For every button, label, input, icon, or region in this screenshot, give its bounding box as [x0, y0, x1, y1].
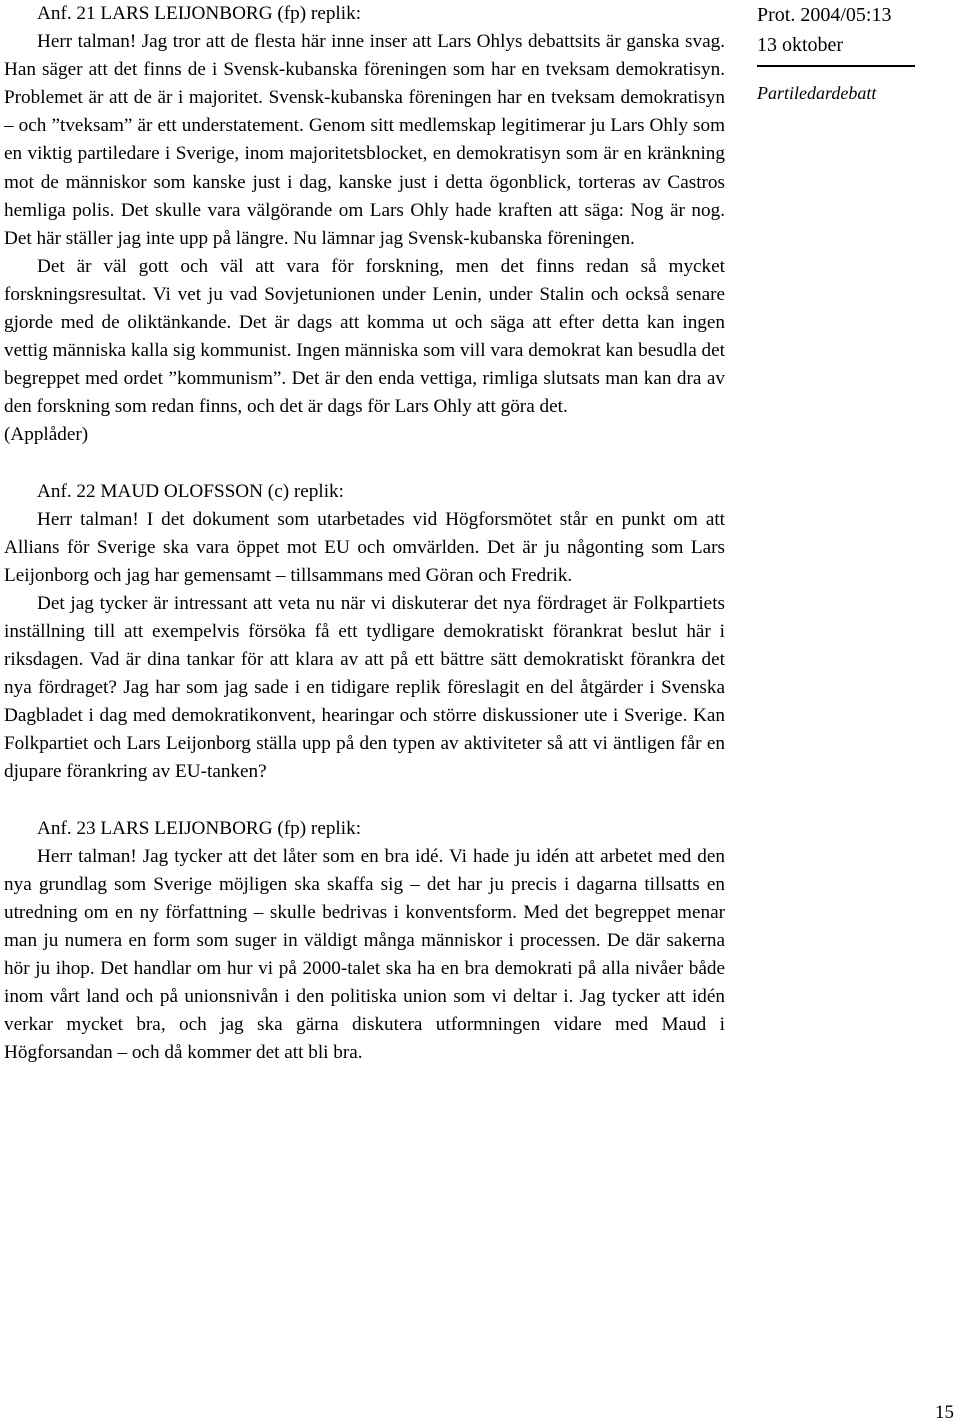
applause-note: (Applåder) — [4, 424, 89, 446]
debate-title: Partiledardebatt — [757, 83, 877, 103]
protocol-date: 13 oktober — [757, 34, 844, 56]
speech-heading: Anf. 23 LARS LEIJONBORG (fp) replik: — [37, 817, 362, 839]
speech-heading: Anf. 21 LARS LEIJONBORG (fp) replik: — [37, 3, 362, 24]
speech-paragraph: Herr talman! I det dokument som utarbetades vid Högforsmötet står en punkt om att Allians för Sverige ska vara öppet mot EU och omvärlden. Det är ju någonting som Lars Leijonborg och jag har gemensamt – tillsammans med Göran och Fredrik. — [4, 508, 725, 586]
section-spacer — [4, 450, 725, 478]
speech-paragraph: Det jag tycker är intressant att veta nu när vi diskuterar det nya fördraget är Folkpartiets inställning till att exempelvis försöka få ett tydligare demokratiskt förankrat beslut här i riksdagen. Vad är dina tankar för att klara av att på ett bättre sätt demokratiskt förankra det nya fördraget? Jag har som jag sade i en tidigare replik föreslagit en del åtgärder i Svenska Dagbladet i dag med demokratikonvent, hearingar och större diskussioner ute i Sverige. Kan Folkpartiet och Lars Leijonborg ställa upp på den typen av aktiviteter så att vi äntligen får en djupare förankring av EU-tanken? — [4, 592, 725, 783]
speech-paragraph: Det är väl gott och väl att vara för forskning, men det finns redan så mycket forskningsresultat. Vi vet ju vad Sovjetunionen under Lenin, under Stalin och också senare gjorde med de oliktänkande. Det är dags att komma ut och säga att efter detta kan ingen vettig människa kalla sig kommunist. Ingen människa som vill vara demokrat kan besudla det begreppet med ordet ”kommunism”. Det är den enda vettiga, rimliga slutsats man kan dra av den forskning som redan finns, och det är dags för Lars Ohly att göra det. — [4, 255, 725, 418]
header-rule — [757, 65, 915, 67]
section-spacer — [4, 787, 725, 815]
page-number: 15 — [935, 1402, 954, 1423]
margin-header — [757, 0, 957, 104]
speech-paragraph: Herr talman! Jag tror att de flesta här inne inser att Lars Ohlys debattsits är ganska svag. Han säger att det finns de i Svensk-kubanska föreningen som har en tveksam demokratisyn. Problemet är att de är i majoritet. Svensk-kubanska föreningen har en tveksam demokratisyn – och ”tveksam” är ett understatement. Genom sitt medlemskap legitimerar ju Lars Ohly som en viktig partiledare i Sverige, inom majoritetsblocket, en demokratisyn som är en kränkning mot de människor som kanske just i dag, kanske just i detta ögonblick, torteras av Castros hemliga polis. Det skulle vara välgörande om Lars Ohly hade kraften att säga: Nog är nog. Det här ställer jag inte upp på längre. Nu lämnar jag Svensk-kubanska föreningen. — [4, 31, 725, 249]
protocol-number: Prot. 2004/05:13 — [757, 4, 892, 26]
speech-column — [4, 0, 725, 1067]
speech-paragraph: Herr talman! Jag tycker att det låter som en bra idé. Vi hade ju idén att arbetet med den nya grundlag som Sverige möjligen ska skaffa sig – det har ju precis i dagarna tillsatts en utredning om en ny författning – skulle bedrivas i konventsform. Med det begreppet menar man ju numera en form som suger in väldigt många människor i processen. De där sakerna hör ju ihop. Det handlar om hur vi på 2000-talet ska ha en bra demokrati på alla nivåer både inom vårt land och på unionsnivån i den politiska union som vi deltar i. Jag tycker att idén verkar mycket bra, och jag ska gärna diskutera utformningen vidare med Maud i Högforsandan – och då kommer det att bli bra. — [4, 845, 725, 1064]
speech-heading: Anf. 22 MAUD OLOFSSON (c) replik: — [37, 480, 344, 502]
